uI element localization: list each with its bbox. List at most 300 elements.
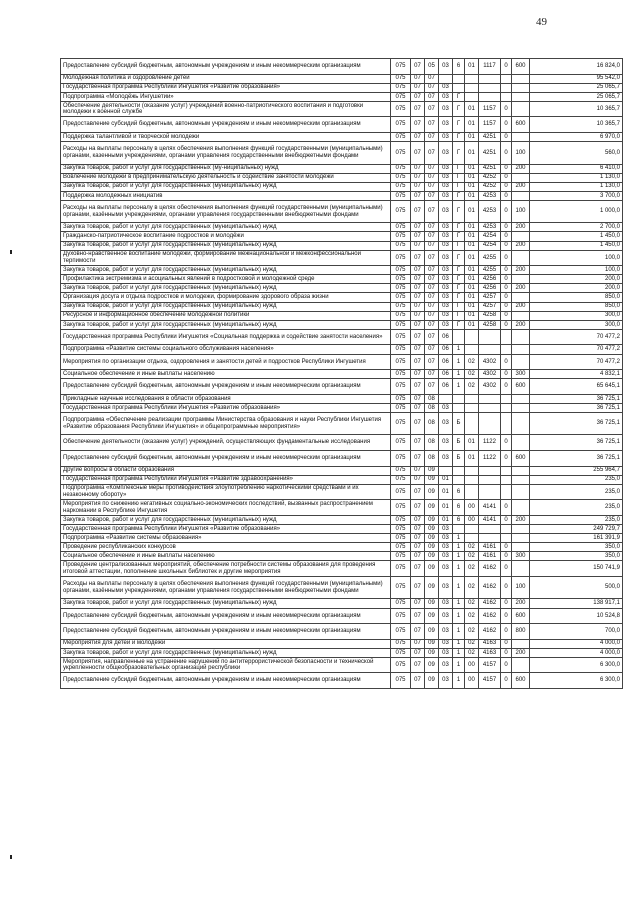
direction-code: 1122 (479, 435, 501, 451)
event-code: 01 (465, 173, 479, 182)
row-description: Расходы на выплаты персоналу в целях обеспечения выполнения функций государственными (муниципальными) органами, казенными учреждениями, органами управления государственными внебюджетными фондами (61, 142, 391, 164)
row-description: Проведение республиканских конкурсов (61, 543, 391, 552)
section-code: 07 (411, 241, 425, 250)
subprogram-code: 1 (453, 624, 465, 640)
program-code: 03 (439, 311, 453, 320)
table-row (61, 182, 623, 191)
row-description: Подпрограмма «Комплексные меры противодействия злоупотреблению наркотическими средствами и их незаконному обороту» (61, 484, 391, 500)
expense-type-code: 200 (512, 302, 530, 311)
ministry-code: 075 (391, 83, 411, 92)
section-code: 07 (411, 475, 425, 484)
subsection-code: 07 (425, 320, 439, 329)
expense-type-code (512, 133, 530, 142)
section-code: 07 (411, 83, 425, 92)
subsection-code: 09 (425, 561, 439, 577)
expense-type-code (512, 74, 530, 83)
direction-code: 4302 (479, 379, 501, 395)
subsection-code: 07 (425, 302, 439, 311)
program-code: 01 (439, 475, 453, 484)
subprogram-code: Г (453, 223, 465, 232)
table-row (61, 142, 623, 164)
direction-code: 4251 (479, 142, 501, 164)
section-code: 07 (411, 370, 425, 379)
direction-code: 4161 (479, 552, 501, 561)
ministry-code: 075 (391, 466, 411, 475)
event-code (465, 345, 479, 354)
direction-code (479, 394, 501, 403)
program-code (439, 466, 453, 475)
subprogram-code: Г (453, 320, 465, 329)
expense-type-code (512, 345, 530, 354)
subprogram-code: 1 (453, 673, 465, 689)
row-description: Профилактика экстремизма и асоциальных явлений в подростковой и молодежной среде (61, 275, 391, 284)
ministry-code: 075 (391, 608, 411, 624)
subprogram-code: 1 (453, 648, 465, 657)
program-code: 01 (439, 500, 453, 516)
sub-direction-code: 0 (501, 232, 512, 241)
row-amount: 249 729,7 (530, 525, 623, 534)
event-code: 01 (465, 302, 479, 311)
event-code (465, 534, 479, 543)
direction-code (479, 466, 501, 475)
program-code: 03 (439, 59, 453, 75)
subprogram-code: 1 (453, 370, 465, 379)
sub-direction-code: 0 (501, 302, 512, 311)
expense-type-code: 300 (512, 370, 530, 379)
table-row (61, 83, 623, 92)
row-description: Обеспечение деятельности (оказание услуг) учреждений военно-патриотического воспитания и подготовки молодежи к военной службе (61, 101, 391, 117)
row-description: Закупка товаров, работ и услуг для государственных (муниципальных) нужд (61, 515, 391, 524)
section-code: 07 (411, 232, 425, 241)
row-description: Подпрограмма «Развитие системы социального обслуживания населения» (61, 345, 391, 354)
subsection-code: 07 (425, 329, 439, 345)
sub-direction-code: 0 (501, 450, 512, 466)
event-code: 02 (465, 370, 479, 379)
sub-direction-code: 0 (501, 164, 512, 173)
program-code: 03 (439, 182, 453, 191)
section-code: 07 (411, 608, 425, 624)
program-code: 03 (439, 673, 453, 689)
ministry-code: 075 (391, 543, 411, 552)
subprogram-code: Г (453, 250, 465, 266)
sub-direction-code: 0 (501, 320, 512, 329)
event-code: 01 (465, 133, 479, 142)
subprogram-code: Г (453, 117, 465, 133)
expense-type-code: 800 (512, 624, 530, 640)
subprogram-code: 1 (453, 543, 465, 552)
event-code: 01 (465, 191, 479, 200)
sub-direction-code (501, 484, 512, 500)
sub-direction-code (501, 345, 512, 354)
ministry-code: 075 (391, 639, 411, 648)
subsection-code: 07 (425, 173, 439, 182)
row-description: Духовно-нравственное воспитание молодёжи, формирование межнациональной и межконфессиональной терпимости (61, 250, 391, 266)
sub-direction-code: 0 (501, 311, 512, 320)
direction-code: 4302 (479, 370, 501, 379)
expense-type-code (512, 232, 530, 241)
ministry-code: 075 (391, 648, 411, 657)
row-description: Расходы на выплаты персоналу в целях обеспечения выполнения функций государственными (муниципальными) органами, казёнными учреждениями, органами управления государственными внебюджетными фондами (61, 577, 391, 599)
row-amount: 100,0 (530, 250, 623, 266)
table-row (61, 223, 623, 232)
section-code: 07 (411, 302, 425, 311)
program-code: 03 (439, 403, 453, 412)
sub-direction-code (501, 74, 512, 83)
program-code: 03 (439, 275, 453, 284)
ministry-code: 075 (391, 515, 411, 524)
page-number: 49 (536, 16, 547, 28)
program-code: 03 (439, 413, 453, 435)
subsection-code: 07 (425, 92, 439, 101)
sub-direction-code: 0 (501, 608, 512, 624)
table-row (61, 450, 623, 466)
section-code: 07 (411, 577, 425, 599)
subprogram-code: 1 (453, 379, 465, 395)
subsection-code: 08 (425, 403, 439, 412)
subprogram-code: Г (453, 164, 465, 173)
subsection-code: 07 (425, 284, 439, 293)
section-code: 07 (411, 403, 425, 412)
section-code: 07 (411, 117, 425, 133)
subsection-code: 09 (425, 599, 439, 608)
program-code: 01 (439, 515, 453, 524)
table-row (61, 74, 623, 83)
row-description: Закупка товаров, работ и услуг для государственных (муниципальных) нужд (61, 241, 391, 250)
event-code: 01 (465, 101, 479, 117)
row-amount: 2 700,0 (530, 223, 623, 232)
program-code: 06 (439, 370, 453, 379)
sub-direction-code (501, 403, 512, 412)
section-code: 07 (411, 74, 425, 83)
event-code: 00 (465, 500, 479, 516)
sub-direction-code: 0 (501, 275, 512, 284)
event-code (465, 92, 479, 101)
subprogram-code: 6 (453, 515, 465, 524)
row-description: Предоставление субсидий бюджетным, автономным учреждениям и иным некоммерческим организациям (61, 673, 391, 689)
expense-type-code (512, 329, 530, 345)
direction-code (479, 525, 501, 534)
direction-code: 4162 (479, 608, 501, 624)
expense-type-code: 200 (512, 182, 530, 191)
event-code (465, 329, 479, 345)
ministry-code: 075 (391, 320, 411, 329)
subprogram-code: Г (453, 232, 465, 241)
subprogram-code: 1 (453, 354, 465, 370)
subsection-code: 07 (425, 101, 439, 117)
subsection-code: 07 (425, 182, 439, 191)
sub-direction-code: 0 (501, 266, 512, 275)
program-code: 03 (439, 164, 453, 173)
event-code: 01 (465, 59, 479, 75)
direction-code: 1122 (479, 450, 501, 466)
subprogram-code: 1 (453, 552, 465, 561)
section-code: 07 (411, 182, 425, 191)
sub-direction-code: 0 (501, 500, 512, 516)
program-code: 03 (439, 142, 453, 164)
subsection-code: 07 (425, 266, 439, 275)
event-code: 00 (465, 515, 479, 524)
expense-type-code (512, 173, 530, 182)
direction-code: 4253 (479, 223, 501, 232)
section-code: 07 (411, 552, 425, 561)
row-amount: 95 542,0 (530, 74, 623, 83)
program-code: 03 (439, 92, 453, 101)
direction-code: 4157 (479, 673, 501, 689)
section-code: 07 (411, 92, 425, 101)
ministry-code: 075 (391, 599, 411, 608)
table-row (61, 101, 623, 117)
subprogram-code (453, 83, 465, 92)
subsection-code: 07 (425, 133, 439, 142)
row-description: Социальное обеспечение и иные выплаты населению (61, 370, 391, 379)
expense-type-code: 300 (512, 552, 530, 561)
ministry-code: 075 (391, 250, 411, 266)
ministry-code: 075 (391, 413, 411, 435)
subsection-code: 09 (425, 466, 439, 475)
row-amount: 850,0 (530, 293, 623, 302)
table-row (61, 311, 623, 320)
event-code: 01 (465, 320, 479, 329)
sub-direction-code: 0 (501, 250, 512, 266)
sub-direction-code: 0 (501, 552, 512, 561)
ministry-code: 075 (391, 59, 411, 75)
subprogram-code: Г (453, 92, 465, 101)
table-row (61, 354, 623, 370)
ministry-code: 075 (391, 624, 411, 640)
ministry-code: 075 (391, 200, 411, 222)
subsection-code: 08 (425, 450, 439, 466)
table-row (61, 293, 623, 302)
direction-code: 1157 (479, 117, 501, 133)
ministry-code: 075 (391, 182, 411, 191)
sub-direction-code: 0 (501, 182, 512, 191)
table-row (61, 329, 623, 345)
expense-type-code (512, 275, 530, 284)
event-code (465, 484, 479, 500)
sub-direction-code: 0 (501, 543, 512, 552)
sub-direction-code: 0 (501, 639, 512, 648)
expense-type-code: 600 (512, 379, 530, 395)
expense-type-code: 100 (512, 200, 530, 222)
event-code: 00 (465, 673, 479, 689)
expense-type-code (512, 354, 530, 370)
direction-code (479, 484, 501, 500)
row-description: Организация досуга и отдыха подростков и молодежи, формирование здорового образа жизни (61, 293, 391, 302)
subsection-code: 09 (425, 639, 439, 648)
program-code: 03 (439, 173, 453, 182)
direction-code: 4162 (479, 599, 501, 608)
expense-type-code (512, 403, 530, 412)
section-code: 07 (411, 450, 425, 466)
row-amount: 300,0 (530, 320, 623, 329)
subprogram-code: Г (453, 182, 465, 191)
expense-type-code (512, 311, 530, 320)
row-amount: 4 000,0 (530, 639, 623, 648)
row-amount: 700,0 (530, 624, 623, 640)
sub-direction-code: 0 (501, 200, 512, 222)
row-description: Прикладные научные исследования в области образования (61, 394, 391, 403)
expense-type-code (512, 92, 530, 101)
table-row (61, 59, 623, 75)
ministry-code: 075 (391, 345, 411, 354)
subsection-code: 07 (425, 83, 439, 92)
row-amount: 500,0 (530, 577, 623, 599)
row-amount: 235,0 (530, 484, 623, 500)
subsection-code: 09 (425, 515, 439, 524)
ministry-code: 075 (391, 484, 411, 500)
subsection-code: 07 (425, 345, 439, 354)
row-amount: 70 477,2 (530, 345, 623, 354)
program-code (439, 394, 453, 403)
section-code: 07 (411, 534, 425, 543)
row-description: Предоставление субсидий бюджетным, автономным учреждениям и иным некоммерческим организациям (61, 59, 391, 75)
table-row (61, 320, 623, 329)
row-amount: 850,0 (530, 302, 623, 311)
section-code: 07 (411, 311, 425, 320)
table-row (61, 394, 623, 403)
row-description: Ресурсное и информационное обеспечение молодежной политики (61, 311, 391, 320)
row-description: Предоставление субсидий бюджетным, автономным учреждениям и иным некоммерческим организациям (61, 379, 391, 395)
ministry-code: 075 (391, 379, 411, 395)
subprogram-code (453, 74, 465, 83)
table-row (61, 370, 623, 379)
program-code: 03 (439, 648, 453, 657)
ministry-code: 075 (391, 223, 411, 232)
sub-direction-code (501, 83, 512, 92)
subsection-code: 09 (425, 624, 439, 640)
expense-type-code (512, 413, 530, 435)
row-description: Предоставление субсидий бюджетным, автономным учреждениям и иным некоммерческим организациям (61, 450, 391, 466)
direction-code: 4161 (479, 543, 501, 552)
row-amount: 235,0 (530, 500, 623, 516)
subprogram-code: 1 (453, 561, 465, 577)
subsection-code: 07 (425, 223, 439, 232)
subsection-code: 09 (425, 534, 439, 543)
sub-direction-code: 0 (501, 59, 512, 75)
row-amount: 25 065,7 (530, 83, 623, 92)
sub-direction-code: 0 (501, 577, 512, 599)
row-amount: 3 700,0 (530, 191, 623, 200)
sub-direction-code (501, 329, 512, 345)
expense-type-code (512, 101, 530, 117)
direction-code: 4255 (479, 266, 501, 275)
sub-direction-code: 0 (501, 101, 512, 117)
subprogram-code: 6 (453, 59, 465, 75)
event-code: 02 (465, 608, 479, 624)
direction-code: 4162 (479, 624, 501, 640)
section-code: 07 (411, 624, 425, 640)
expense-type-code: 200 (512, 320, 530, 329)
subsection-code: 07 (425, 354, 439, 370)
expense-type-code: 200 (512, 599, 530, 608)
table-row (61, 534, 623, 543)
expense-type-code: 200 (512, 648, 530, 657)
direction-code: 4258 (479, 311, 501, 320)
expense-type-code (512, 484, 530, 500)
table-row (61, 164, 623, 173)
program-code: 03 (439, 302, 453, 311)
direction-code: 1157 (479, 101, 501, 117)
table-row (61, 608, 623, 624)
event-code: 01 (465, 250, 479, 266)
subsection-code: 07 (425, 293, 439, 302)
sub-direction-code: 0 (501, 133, 512, 142)
row-amount: 350,0 (530, 543, 623, 552)
expense-type-code: 200 (512, 223, 530, 232)
table-row (61, 250, 623, 266)
section-code: 07 (411, 599, 425, 608)
table-row (61, 515, 623, 524)
event-code: 02 (465, 543, 479, 552)
sub-direction-code (501, 413, 512, 435)
expense-type-code (512, 475, 530, 484)
direction-code: 4256 (479, 275, 501, 284)
expense-type-code: 200 (512, 515, 530, 524)
row-description: Предоставление субсидий бюджетным, автономным учреждениям и иным некоммерческим организациям (61, 624, 391, 640)
subprogram-code: 1 (453, 657, 465, 673)
row-amount: 235,0 (530, 515, 623, 524)
row-amount: 36 725,1 (530, 435, 623, 451)
row-description: Мероприятия по снижению негативных социально-экономических последствий, вызванных распространением наркомании в Республике Ингушетия (61, 500, 391, 516)
ministry-code: 075 (391, 232, 411, 241)
subprogram-code: Г (453, 275, 465, 284)
table-row (61, 284, 623, 293)
event-code (465, 403, 479, 412)
event-code (465, 394, 479, 403)
table-row (61, 403, 623, 412)
direction-code: 1117 (479, 59, 501, 75)
expense-type-code (512, 639, 530, 648)
direction-code: 4253 (479, 191, 501, 200)
direction-code (479, 534, 501, 543)
event-code (465, 525, 479, 534)
sub-direction-code: 0 (501, 648, 512, 657)
program-code: 03 (439, 266, 453, 275)
ministry-code: 075 (391, 92, 411, 101)
event-code: 01 (465, 164, 479, 173)
ministry-code: 075 (391, 500, 411, 516)
program-code: 03 (439, 577, 453, 599)
row-description: Мероприятия по организации отдыха, оздоровления и занятости детей и подростков Республики Ингушетия (61, 354, 391, 370)
event-code: 01 (465, 275, 479, 284)
budget-table (60, 58, 623, 689)
program-code: 06 (439, 345, 453, 354)
subprogram-code (453, 466, 465, 475)
section-code: 07 (411, 639, 425, 648)
ministry-code: 075 (391, 74, 411, 83)
program-code (439, 74, 453, 83)
sub-direction-code: 0 (501, 673, 512, 689)
table-row (61, 552, 623, 561)
program-code: 03 (439, 435, 453, 451)
ministry-code: 075 (391, 354, 411, 370)
subsection-code: 08 (425, 435, 439, 451)
direction-code: 4162 (479, 577, 501, 599)
subprogram-code: 1 (453, 534, 465, 543)
sub-direction-code: 0 (501, 142, 512, 164)
section-code: 07 (411, 284, 425, 293)
row-amount: 200,0 (530, 284, 623, 293)
ministry-code: 075 (391, 525, 411, 534)
subsection-code: 07 (425, 379, 439, 395)
event-code: 01 (465, 142, 479, 164)
program-code: 03 (439, 191, 453, 200)
program-code: 03 (439, 200, 453, 222)
direction-code: 4251 (479, 164, 501, 173)
program-code: 03 (439, 639, 453, 648)
ministry-code: 075 (391, 450, 411, 466)
table-row (61, 275, 623, 284)
